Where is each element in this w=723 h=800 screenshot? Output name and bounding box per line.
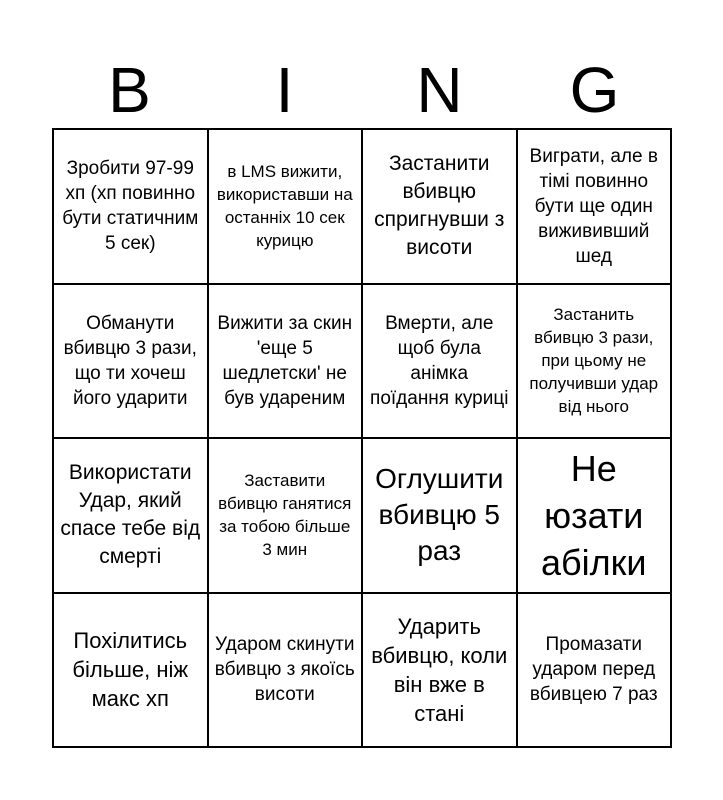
bingo-cell-r1c4[interactable] [518,130,673,285]
header-letter-g: G [569,54,620,126]
bingo-cell-r4c3[interactable] [363,594,518,749]
cell-text: Промазати ударом перед вбивцею 7 раз [529,634,658,706]
bingo-cell-r2c2[interactable] [209,285,364,440]
bingo-cell-r2c3[interactable] [363,285,518,440]
cell-text: Зробити 97-99 хп (хп повинно бути статичним 5 сек) [62,158,199,255]
cell-text: Застанити вбивцю спригнувши з висоти [374,152,505,260]
cell-text: в LMS вижити, використавши на останніх 10 сек курицю [216,162,353,251]
cell-text: Застанить вбивцю 3 рази, при цьому не получивши удар від нього [529,305,659,417]
cell-text: Вижити за скин 'еще 5 шедлетски' не був удареним [217,312,353,409]
header-letter-b: B [108,54,151,126]
bingo-cell-r4c4[interactable] [518,594,673,749]
cell-text: Не юзати абілки [540,447,647,583]
bingo-cell-r2c1[interactable] [54,285,209,440]
bingo-cell-r1c2[interactable] [209,130,364,285]
cell-text: Оглушити вбивцю 5 раз [375,463,504,567]
cell-text: Заставити вбивцю ганятися за тобою більше 3 мин [218,471,352,560]
bingo-cell-r3c1[interactable] [54,439,209,594]
bingo-cell-r3c3[interactable] [363,439,518,594]
cell-text: Використати Удар, який спасе тебе від смерті [60,461,201,569]
bingo-cell-r1c1[interactable] [54,130,209,285]
bingo-header [52,52,672,128]
bingo-cell-r4c2[interactable] [209,594,364,749]
bingo-cell-r1c3[interactable] [363,130,518,285]
cell-text: Обманути вбивцю 3 рази, що ти хочеш його ударити [63,312,197,409]
bingo-cell-r4c1[interactable] [54,594,209,749]
bingo-cell-r3c4[interactable] [518,439,673,594]
bingo-grid [52,128,672,748]
cell-text: Ударить вбивцю, коли він вже в стані [371,613,508,726]
cell-text: Ударом скинути вбивцю з якоїсь висоти [214,634,355,706]
bingo-cell-r2c4[interactable] [518,285,673,440]
cell-text: Виграти, але в тімі повинно бути ще один вижививший шед [529,145,658,267]
bingo-cell-r3c2[interactable] [209,439,364,594]
header-letter-n: N [416,54,463,126]
cell-text: Похілитись більше, ніж макс хп [72,628,189,712]
header-letter-i: I [275,54,294,126]
cell-text: Вмерти, але щоб була анімка поїдання курицi [370,312,509,409]
